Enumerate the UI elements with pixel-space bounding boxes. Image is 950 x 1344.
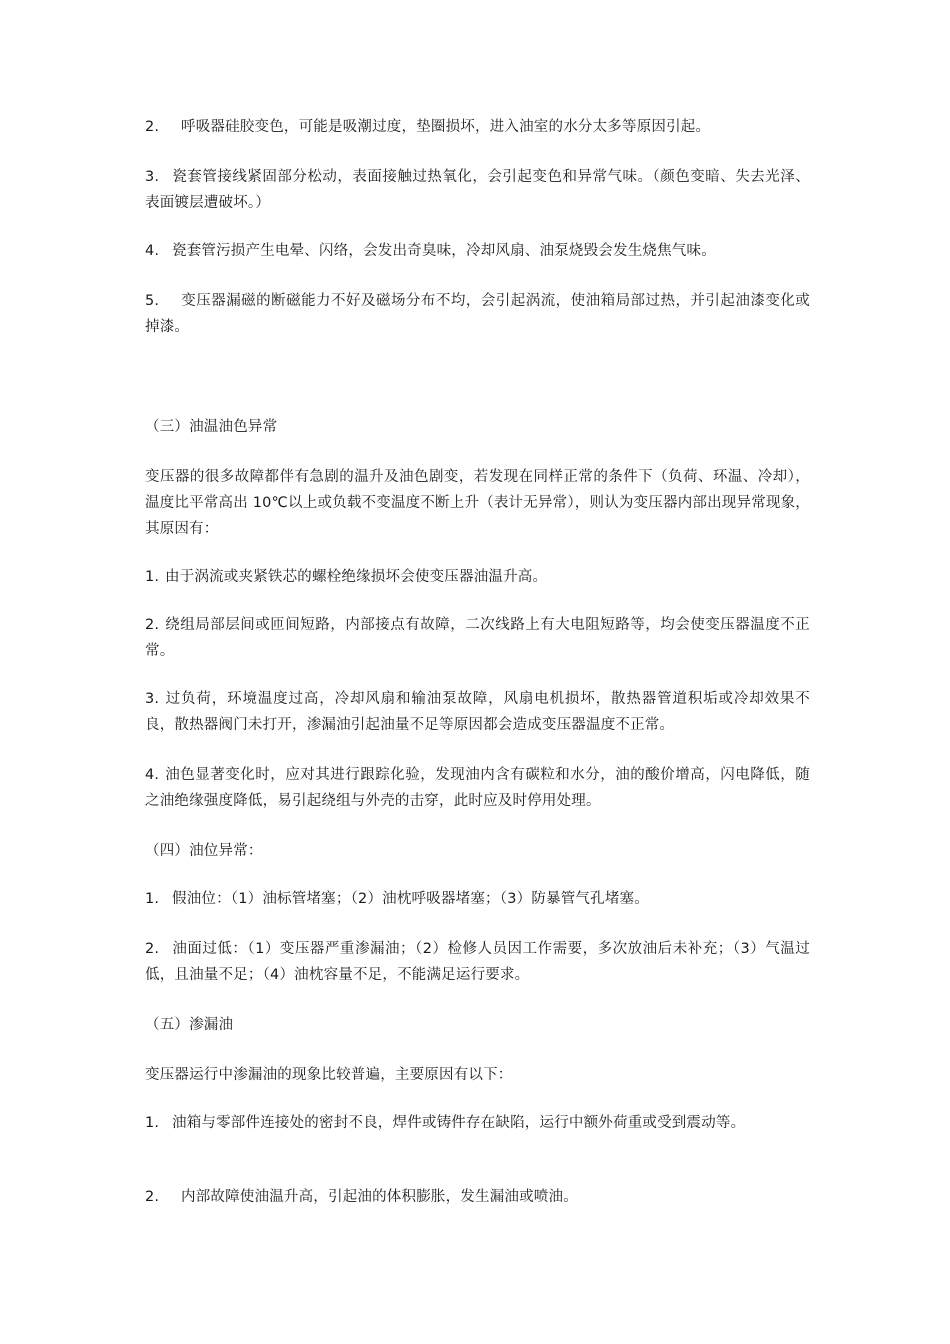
paragraph-text: 过负荷，环境温度过高，冷却风扇和输油泵故障，风扇电机损坏，散热器管道积垢或冷却效果不良，散热器阀门未打开，渗漏油引起油量不足等原因都会造成变压器温度不正常。 [145,691,810,733]
list-number: 2. [145,617,160,633]
section-heading: （四）油位异常： [145,843,263,859]
paragraph-text: 变压器漏磁的断磁能力不好及磁场分布不均，会引起涡流，使油箱局部过热，并引起油漆变化或掉漆。 [145,293,810,335]
list-number: 3. [145,169,160,185]
list-item [145,886,810,912]
paragraph-text: 假油位：（1）油标管堵塞；（2）油枕呼吸器堵塞；（3）防暴管气孔堵塞。 [172,891,649,907]
section-heading: （三）油温油色异常 [145,419,278,435]
list-item [145,686,810,738]
list-item [145,238,810,264]
paragraph: 变压器的很多故障都伴有急剧的温升及油色剧变，若发现在同样正常的条件下（负荷、环温、冷却），温度比平常高出 10℃以上或负载不变温度不断上升（表计无异常），则认为变压器内部出现异常现象，其原因有： [145,469,810,537]
list-item [145,164,810,216]
list-number: 5. [145,293,160,309]
paragraph-text: 内部故障使油温升高，引起油的体积膨胀，发生漏油或喷油。 [181,1189,578,1205]
paragraph-text: 油面过低：（1）变压器严重渗漏油；（2）检修人员因工作需要，多次放油后未补充；（3）气温过低，且油量不足；（4）油枕容量不足，不能满足运行要求。 [145,941,810,983]
section-heading: （五）渗漏油 [145,1017,234,1033]
paragraph-text: 油箱与零部件连接处的密封不良，焊件或铸件存在缺陷，运行中额外荷重或受到震动等。 [172,1115,746,1131]
list-number: 2. [145,119,160,135]
list-number: 2. [145,941,160,957]
list-number: 3. [145,691,160,707]
paragraph: 变压器运行中渗漏油的现象比较普遍，主要原因有以下： [145,1067,513,1083]
list-item [145,612,810,664]
list-number: 1. [145,1115,160,1131]
list-number: 1. [145,891,160,907]
list-item [145,762,810,814]
paragraph-text: 绕组局部层间或匝间短路，内部接点有故障，二次线路上有大电阻短路等，均会使变压器温度不正常。 [145,617,810,659]
list-number: 4. [145,767,160,783]
list-item [145,564,810,590]
paragraph-text: 油色显著变化时，应对其进行跟踪化验，发现油内含有碳粒和水分，油的酸价增高，闪电降低，随之油绝缘强度降低，易引起绕组与外壳的击穿，此时应及时停用处理。 [145,767,810,809]
list-item [145,288,810,340]
paragraph-text: 瓷套管污损产生电晕、闪络，会发出奇臭味，冷却风扇、油泵烧毁会发生烧焦气味。 [172,243,716,259]
list-number: 2. [145,1189,160,1205]
list-number: 4. [145,243,160,259]
paragraph-text: 呼吸器硅胶变色，可能是吸潮过度，垫圈损坏，进入油室的水分太多等原因引起。 [181,119,711,135]
paragraph-text: 瓷套管接线紧固部分松动，表面接触过热氧化，会引起变色和异常气味。（颜色变暗、失去光泽、表面镀层遭破坏。） [145,169,810,211]
list-item [145,114,810,140]
list-item [145,936,810,988]
paragraph-text: 由于涡流或夹紧铁芯的螺栓绝缘损坏会使变压器油温升高。 [165,569,548,585]
list-number: 1. [145,569,160,585]
list-item [145,1110,810,1136]
list-item [145,1184,810,1210]
